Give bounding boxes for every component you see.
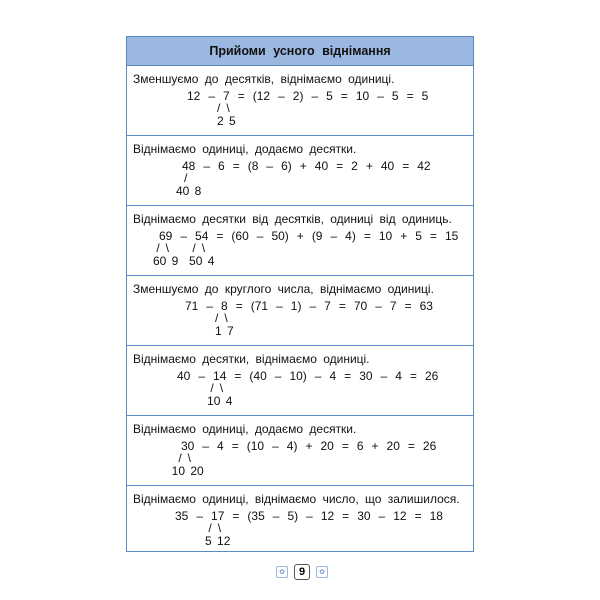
equation-token: –	[208, 89, 216, 103]
equation-token: 4)	[286, 439, 298, 453]
equation-token: 12	[393, 509, 407, 523]
equation-token: –	[278, 89, 285, 103]
equation-token: 4	[217, 439, 224, 453]
decomposition-parts: 5 12	[205, 534, 231, 548]
equation-token: –	[378, 509, 386, 523]
equation-token: +	[296, 229, 304, 243]
equation-token: =	[342, 509, 350, 523]
equation-token: (9	[311, 229, 323, 243]
equation-token: 26	[422, 439, 437, 453]
equation-token: –	[198, 369, 206, 383]
equation-token: 15	[444, 229, 459, 243]
equation-token: 50)	[271, 229, 289, 243]
equation-token: 8 /\ 1 7	[215, 299, 234, 338]
equation	[175, 509, 443, 548]
page-footer	[276, 564, 328, 580]
equation-token: 40	[380, 159, 395, 173]
prev-arrow-icon[interactable]: ✿	[276, 566, 288, 578]
equation-token: 20	[320, 439, 334, 453]
number-decomposition	[207, 382, 232, 408]
equation-token: 42	[417, 159, 431, 173]
equation-token: 12	[187, 89, 201, 103]
equation-token: (12	[252, 89, 271, 103]
equation-token: 71	[185, 299, 199, 313]
equation-token: 5	[415, 229, 422, 243]
equation-token: 20	[386, 439, 400, 453]
equation-token: 63	[419, 299, 433, 313]
equation-token: 2)	[292, 89, 304, 103]
method-title: Віднімаємо десятки, віднімаємо одиниці.	[133, 352, 370, 366]
equation-token: –	[272, 509, 280, 523]
method-section	[127, 206, 473, 276]
equation-token: =	[402, 159, 410, 173]
equation-token: =	[232, 159, 240, 173]
decomposition-parts: 10 4	[207, 394, 233, 408]
equation-token: –	[375, 299, 382, 313]
equation-token: =	[237, 89, 245, 103]
decomposition-branches: /\	[178, 451, 197, 465]
decomposition-branches: /\	[156, 241, 176, 255]
number-decomposition	[215, 312, 234, 338]
equation-token: =	[407, 439, 415, 453]
equation-token: 1)	[290, 299, 302, 313]
equation-token: +	[400, 229, 408, 243]
equation-token: 4	[395, 369, 402, 383]
method-section	[127, 346, 473, 416]
equation-token: 18	[429, 509, 443, 523]
table-title: Прийоми усного віднімання	[127, 37, 473, 66]
equation-token: =	[363, 229, 371, 243]
equation-token: –	[196, 509, 204, 523]
method-title: Зменшуємо до десятків, віднімаємо одиниці.	[133, 72, 395, 86]
number-decomposition	[153, 242, 178, 268]
equation-token: =	[340, 89, 348, 103]
next-arrow-icon[interactable]: ✿	[316, 566, 328, 578]
method-title: Віднімаємо одиниці, додаємо десятки.	[133, 422, 357, 436]
equation-token: =	[344, 369, 352, 383]
decomposition-branches: /\	[208, 521, 228, 535]
equation-token: =	[404, 299, 412, 313]
equation	[175, 159, 431, 198]
decomposition-branches: /\	[215, 311, 234, 325]
equation-token: –	[306, 509, 313, 523]
equation-token: –	[206, 299, 214, 313]
equation	[152, 229, 459, 268]
equation-token: 4	[329, 369, 337, 383]
equation-token: –	[256, 229, 264, 243]
equation-token: +	[365, 159, 373, 173]
equation-token: 7	[324, 299, 331, 313]
equation-token: 10)	[289, 369, 307, 383]
equation-token: –	[330, 229, 338, 243]
equation-token: +	[299, 159, 307, 173]
decomposition-branches: /\	[210, 381, 230, 395]
equation-token: =	[234, 369, 242, 383]
decomposition-parts: 60 9	[152, 254, 179, 268]
equation-token: 30	[359, 369, 373, 383]
equation-token: 5	[421, 89, 429, 103]
number-decomposition	[217, 102, 236, 128]
equation-token: 5	[326, 89, 333, 103]
subtraction-methods-table	[126, 36, 474, 552]
equation	[177, 369, 439, 408]
equation-token: 6	[356, 439, 364, 453]
equation-token: 12	[320, 509, 335, 523]
equation-token: 70	[353, 299, 368, 313]
equation-token: –	[274, 369, 282, 383]
equation-token: =	[414, 509, 422, 523]
equation-token: =	[409, 369, 417, 383]
equation-token: –	[276, 299, 283, 313]
equation-token: –	[311, 89, 319, 103]
decomposition-branches: /\	[192, 241, 212, 255]
equation-token: 5)	[287, 509, 299, 523]
number-decomposition	[172, 452, 204, 478]
equation-token: 30	[357, 509, 371, 523]
equation-token: –	[309, 299, 317, 313]
equation-token: –	[377, 89, 384, 103]
equation-token: 48 / 40 8	[175, 159, 202, 198]
decomposition-parts: 10 20	[171, 464, 204, 478]
equation-token: 35	[175, 509, 189, 523]
method-section	[127, 66, 473, 136]
equation-token: 2	[351, 159, 358, 173]
equation-token: =	[231, 439, 239, 453]
equation-token: =	[406, 89, 414, 103]
method-section	[127, 136, 473, 206]
equation-token: (10	[246, 439, 265, 453]
method-section	[127, 276, 473, 346]
equation-token: 5	[391, 89, 399, 103]
equation-token: –	[203, 159, 211, 173]
equation-token: =	[429, 229, 437, 243]
equation	[171, 439, 437, 478]
equation-token: 54 /\ 50 4	[189, 229, 215, 268]
equation-token: =	[341, 439, 349, 453]
decomposition-parts: 50 4	[189, 254, 215, 268]
decomposition-parts: 1 7	[215, 324, 234, 338]
equation	[185, 299, 433, 338]
equation-token: 7 /\ 2 5	[217, 89, 236, 128]
equation-token: 7	[389, 299, 397, 313]
number-decomposition	[176, 172, 201, 198]
equation-token: –	[272, 439, 279, 453]
equation-token: (60	[231, 229, 249, 243]
page-number: 9	[294, 564, 310, 580]
equation-token: =	[336, 159, 344, 173]
decomposition-branches: /	[183, 171, 194, 185]
equation-token: –	[266, 159, 274, 173]
equation-token: –	[380, 369, 388, 383]
equation-token: –	[202, 439, 210, 453]
decomposition-parts: 2 5	[217, 114, 236, 128]
decomposition-branches: /\	[217, 101, 236, 115]
number-decomposition	[189, 242, 214, 268]
decomposition-parts: 40 8	[175, 184, 202, 198]
number-decomposition	[205, 522, 230, 548]
equation-token: 40	[177, 369, 191, 383]
equation-token: (35	[247, 509, 265, 523]
equation-token: =	[216, 229, 224, 243]
method-section	[127, 416, 473, 486]
equation	[187, 89, 429, 128]
method-title: Віднімаємо одиниці, додаємо десятки.	[133, 142, 357, 156]
equation-token: –	[314, 369, 322, 383]
equation-token: (40	[249, 369, 267, 383]
equation-token: 26	[424, 369, 439, 383]
equation-token: 4)	[345, 229, 356, 243]
equation-token: =	[338, 299, 346, 313]
method-title: Віднімаємо десятки від десятків, одиниці від одиниць.	[133, 212, 452, 226]
equation-token: (71	[250, 299, 269, 313]
equation-token: =	[232, 509, 240, 523]
method-title: Віднімаємо одиниці, віднімаємо число, що залишилося.	[133, 492, 460, 506]
equation-token: 6	[218, 159, 225, 173]
equation-token: 17 /\ 5 12	[205, 509, 231, 548]
method-title: Зменшуємо до круглого числа, віднімаємо одиниці.	[133, 282, 434, 296]
equation-token: 69 /\ 60 9	[152, 229, 179, 268]
equation-token: 6)	[281, 159, 292, 173]
equation-token: =	[235, 299, 243, 313]
equation-token: 14 /\ 10 4	[207, 369, 233, 408]
equation-token: 30 /\ 10 20	[171, 439, 204, 478]
equation-token: 10	[355, 89, 370, 103]
equation-token: 40	[314, 159, 329, 173]
equation-token: (8	[247, 159, 259, 173]
equation-token: +	[371, 439, 379, 453]
equation-token: +	[305, 439, 313, 453]
equation-token: 10	[378, 229, 393, 243]
equation-token: –	[180, 229, 188, 243]
method-section	[127, 486, 473, 559]
